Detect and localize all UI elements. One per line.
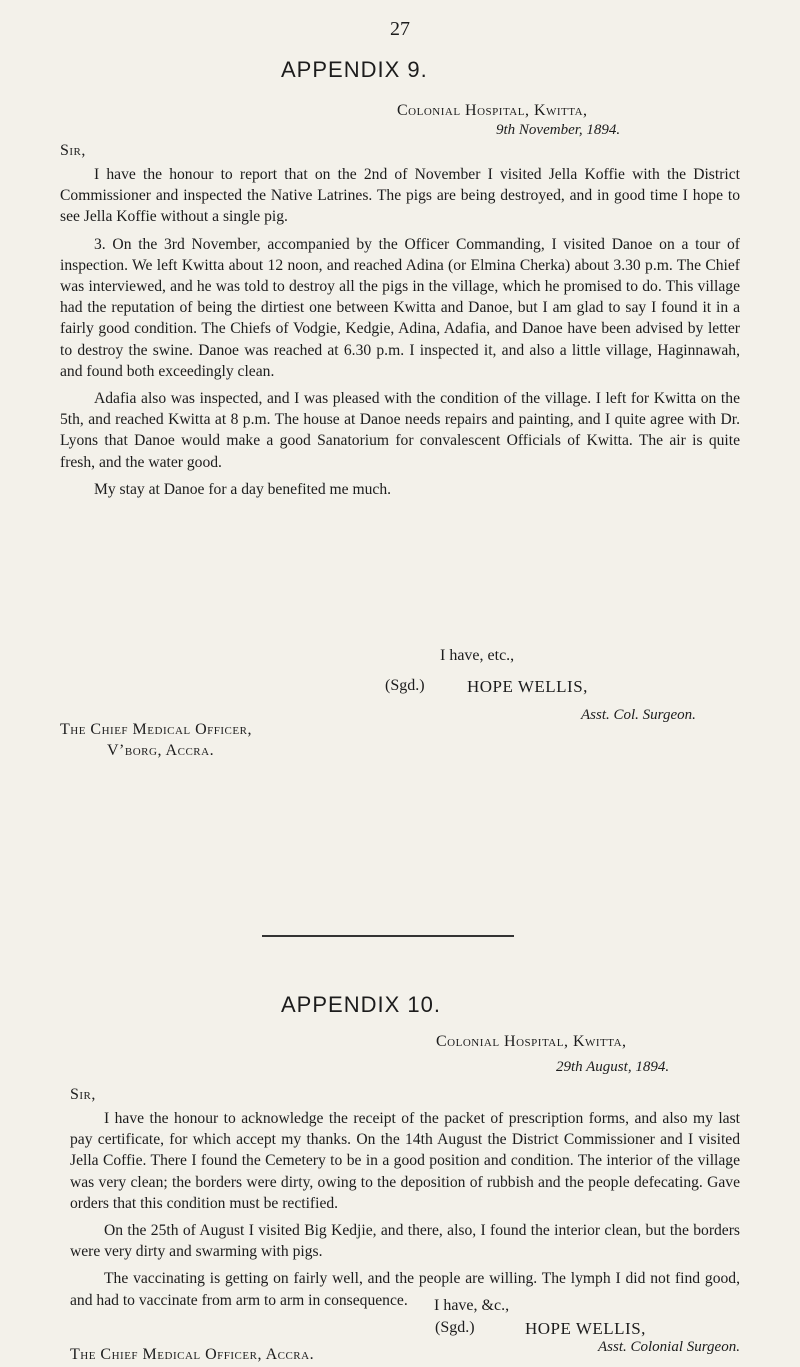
appendix-10-title: Asst. Colonial Surgeon. <box>598 1339 740 1355</box>
appendix-10-address: Colonial Hospital, Kwitta, <box>436 1033 627 1050</box>
appendix-9-title: Asst. Col. Surgeon. <box>581 707 696 723</box>
appendix-9-address: Colonial Hospital, Kwitta, <box>397 102 588 119</box>
appendix-9-recipient: The Chief Medical Officer, <box>60 721 252 738</box>
paragraph: My stay at Danoe for a day benefited me much. <box>94 480 392 498</box>
paragraph: The vaccinating is getting on fairly well, and the people are willing. The lymph I did not find good, and had to vaccinate from arm to arm in consequence. <box>70 1270 740 1309</box>
appendix-10-date: 29th August, 1894. <box>556 1059 670 1075</box>
divider-rule <box>262 935 514 937</box>
appendix-9-salutation: Sir, <box>60 142 86 159</box>
appendix-9-signatory: HOPE WELLIS, <box>467 677 588 696</box>
appendix-10-heading: APPENDIX 10. <box>281 992 441 1017</box>
appendix-9-signed-prefix: (Sgd.) <box>385 677 425 694</box>
appendix-9-date: 9th November, 1894. <box>496 122 621 138</box>
appendix-10-closing: I have, &c., <box>434 1297 510 1314</box>
appendix-10-signatory: HOPE WELLIS, <box>525 1319 646 1338</box>
appendix-10-body <box>70 1108 740 1311</box>
appendix-9-heading: APPENDIX 9. <box>281 57 428 82</box>
page-number: 27 <box>390 18 410 40</box>
paragraph: 3. On the 3rd November, accompanied by the Officer Commanding, I visited Danoe on a tour of inspection. We left Kwitta about 12 noon, and reached Adina (or Elmina Cherka) about 3.30 p.m. The Chief was interviewed, and he was told to destroy all the pigs in the village, which he promised to do. This village had the reputation of being the dirtiest one between Kwitta and Danoe, but I am glad to say I found it in a fairly good condition. The Chiefs of Vodgie, Kedgie, Adina, Adafia, and Danoe have been advised by letter to destroy the swine. Danoe was reached at 6.30 p.m. I inspected it, and also a little village, Haginnawah, and found both exceedingly clean. <box>60 235 740 380</box>
appendix-10-salutation: Sir, <box>70 1086 96 1103</box>
appendix-9-recipient-place: V’borg, Accra. <box>107 742 215 759</box>
appendix-9-closing: I have, etc., <box>440 647 515 664</box>
appendix-10-signed-prefix: (Sgd.) <box>435 1319 475 1336</box>
appendix-10-recipient: The Chief Medical Officer, Accra. <box>70 1346 315 1363</box>
paragraph: I have the honour to report that on the 2nd of November I visited Jella Koffie with the District Commissioner and inspected the Native Latrines. The pigs are being destroyed, and in good time I hope to see Jella Koffie without a single pig. <box>60 166 740 226</box>
paragraph: I have the honour to acknowledge the receipt of the packet of prescription forms, and also my last pay certificate, for which accept my thanks. On the 14th August the District Commissioner and I visited Jella Coffie. There I found the Cemetery to be in a good position and condition. The interior of the village was very clean; the borders were dirty, owing to the deposition of rubbish and the people defecating. Gave orders that this condition must be rectified. <box>70 1110 740 1212</box>
paragraph: On the 25th of August I visited Big Kedjie, and there, also, I found the interior clean, but the borders were very dirty and swarming with pigs. <box>70 1222 740 1261</box>
appendix-9-body <box>60 164 740 500</box>
paragraph: Adafia also was inspected, and I was pleased with the condition of the village. I left for Kwitta on the 5th, and reached Kwitta at 8 p.m. The house at Danoe needs repairs and painting, and I quite agree with Dr. Lyons that Danoe would make a good Sanatorium for convalescent Officials of Kwitta. The air is quite fresh, and the water good. <box>60 390 740 471</box>
